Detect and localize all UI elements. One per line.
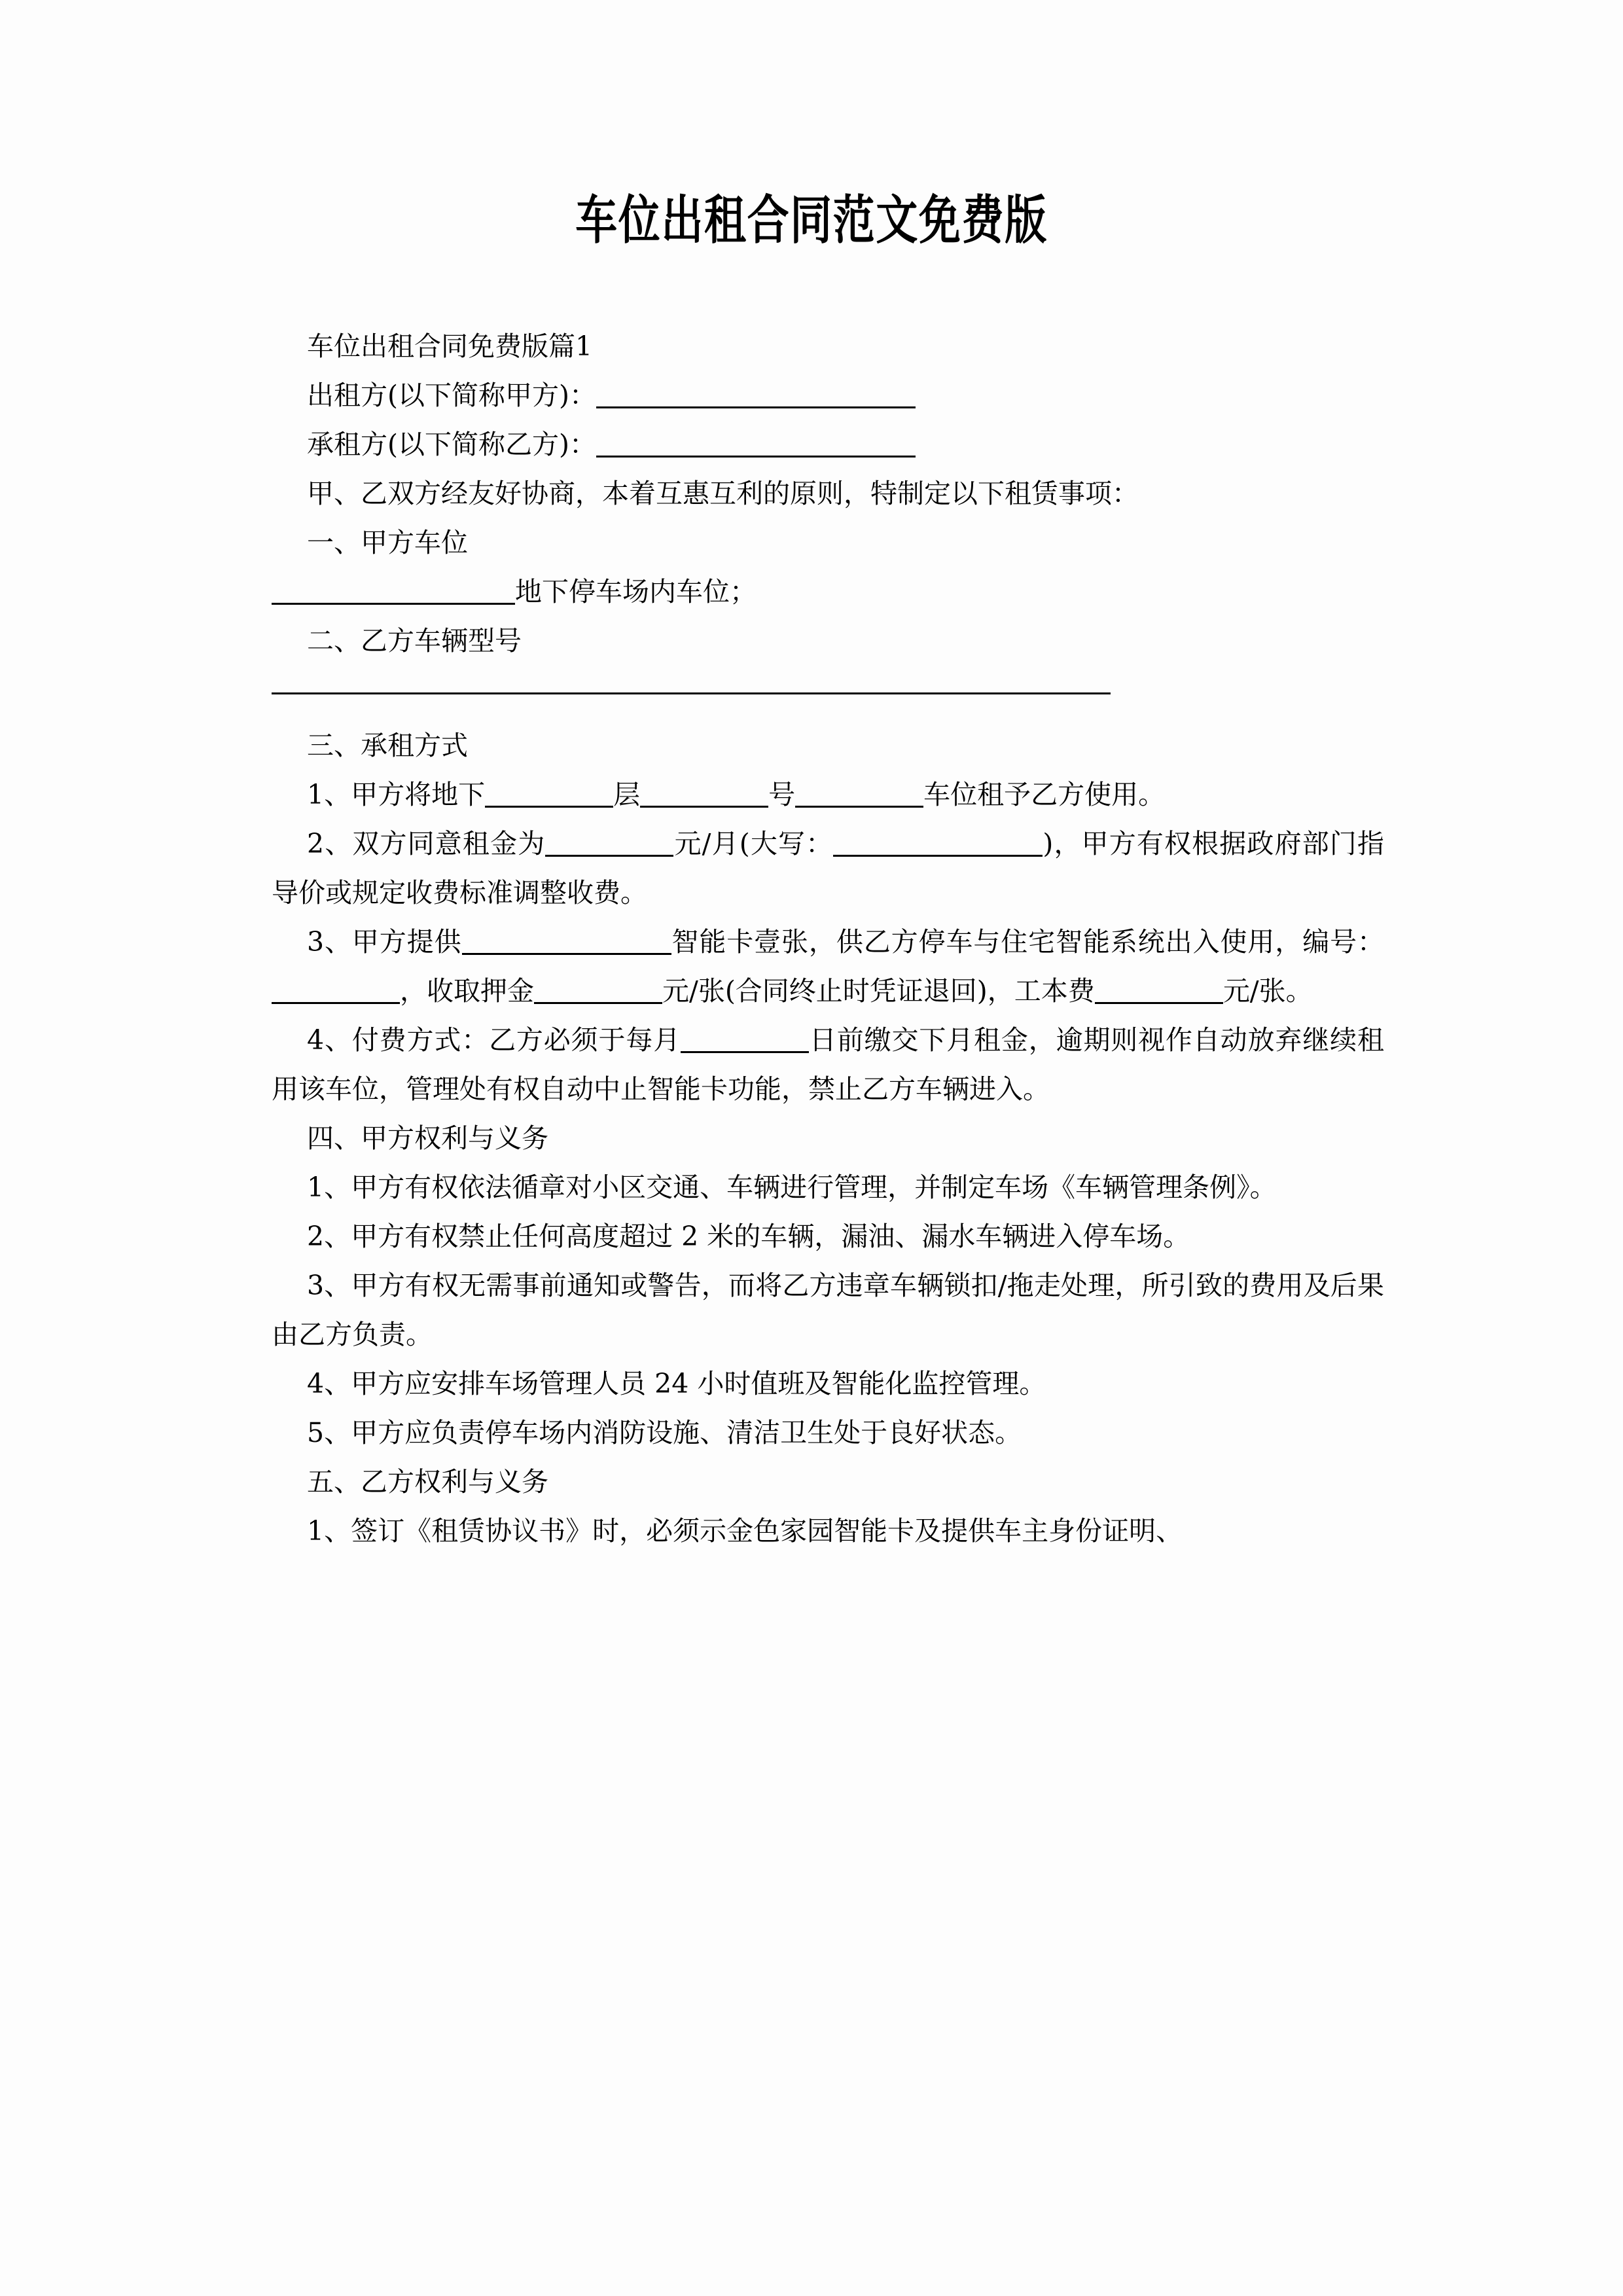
smartcard-name-blank[interactable] <box>462 931 671 955</box>
clause-3-3-part-a: 3、甲方提供 <box>307 926 462 958</box>
clause-3-3-part-d: 元/张(合同终止时凭证退回)，工本费 <box>662 975 1095 1007</box>
section-3-heading <box>272 721 1384 770</box>
page-title: 车位出租合同范文免费版 <box>575 190 1048 251</box>
space-id-blank[interactable] <box>795 783 923 808</box>
section-4-title: 甲方权利与义务 <box>361 1122 548 1154</box>
clause-3-4 <box>272 1016 1384 1114</box>
clause-3-1-part-b: 层 <box>613 779 641 810</box>
space-number-blank[interactable] <box>640 783 768 808</box>
payment-day-blank[interactable] <box>681 1029 809 1053</box>
lessor-input-blank[interactable] <box>596 384 916 408</box>
clause-3-2 <box>272 819 1384 918</box>
clause-4-2: 2、甲方有权禁止任何高度超过 2 米的车辆，漏油、漏水车辆进入停车场。 <box>307 1221 1190 1252</box>
clause-4-3: 3、甲方有权无需事前通知或警告，而将乙方违章车辆锁扣/拖走处理，所引致的费用及后果由乙方负责。 <box>272 1270 1384 1350</box>
section-4-heading <box>272 1114 1384 1163</box>
clause-3-2-part-a: 2、双方同意租金为 <box>307 828 546 859</box>
section-1-heading <box>272 518 1384 567</box>
clause-3-1 <box>272 770 1384 819</box>
lessee-input-blank[interactable] <box>596 433 916 457</box>
clause-4-4: 4、甲方应安排车场管理人员 24 小时值班及智能化监控管理。 <box>307 1368 1046 1399</box>
clause-4-5: 5、甲方应负责停车场内消防设施、清洁卫生处于良好状态。 <box>307 1417 1022 1448</box>
section-5-title: 乙方权利与义务 <box>361 1466 548 1498</box>
section-1-title: 甲方车位 <box>361 527 468 558</box>
clause-3-4-part-b: 日前缴交下月租金，逾期则视作自动放弃继续租用该车位，管理处有权自动中止智能卡功能，禁止乙方车辆进入。 <box>272 1024 1384 1105</box>
field-lessor <box>272 371 1384 420</box>
section-5-number: 五、 <box>307 1466 361 1498</box>
clause-3-3 <box>272 918 1384 1016</box>
parking-location-blank[interactable] <box>272 581 515 605</box>
clause-3-2-part-b: 元/月(大写： <box>673 828 834 859</box>
rent-amount-words-blank[interactable] <box>833 833 1043 857</box>
section-1-number: 一、 <box>307 527 361 558</box>
deposit-amount-blank[interactable] <box>534 980 662 1004</box>
section-3-title: 承租方式 <box>361 730 468 761</box>
card-cost-blank[interactable] <box>1095 980 1223 1004</box>
clause-4-1: 1、甲方有权依法循章对小区交通、车辆进行管理，并制定车场《车辆管理条例》。 <box>307 1172 1277 1203</box>
section-2-number: 二、 <box>307 625 361 656</box>
section-2-heading <box>272 617 1384 666</box>
lessee-label: 承租方(以下简称乙方)： <box>307 429 596 460</box>
floor-blank[interactable] <box>485 783 613 808</box>
clause-3-1-part-c: 号 <box>768 779 796 810</box>
section-3-number: 三、 <box>307 730 361 761</box>
section-4-number: 四、 <box>307 1122 361 1154</box>
article-heading-text: 车位出租合同免费版篇1 <box>307 331 593 362</box>
vehicle-model-blank[interactable] <box>272 692 1111 694</box>
clause-3-4-part-a: 4、付费方式：乙方必须于每月 <box>307 1024 681 1056</box>
clause-3-3-part-e: 元/张。 <box>1222 975 1313 1007</box>
clause-3-3-part-c: ，收取押金 <box>400 975 534 1007</box>
section-2-blank-line-wrapper <box>272 692 1384 694</box>
clause-3-1-part-a: 1、甲方将地下 <box>307 779 486 810</box>
clause-5-1: 1、签订《租赁协议书》时，必须示金色家园智能卡及提供车主身份证明、 <box>307 1515 1183 1547</box>
clause-3-2-part-c: )，甲方有权根据政府部门指导价或规定收费标准调整收费。 <box>272 828 1385 908</box>
lessor-label: 出租方(以下简称甲方)： <box>307 380 596 411</box>
clause-3-3-part-b: 智能卡壹张，供乙方停车与住宅智能系统出入使用，编号： <box>671 926 1384 958</box>
section-1-line-1-text: 地下停车场内车位； <box>515 576 757 607</box>
section-2-title: 乙方车辆型号 <box>361 625 522 656</box>
preamble-text: 甲、乙双方经友好协商，本着互惠互利的原则，特制定以下租赁事项： <box>307 478 1139 509</box>
document-body <box>272 322 1384 1556</box>
field-lessee <box>272 420 1384 469</box>
smartcard-number-blank[interactable] <box>272 980 400 1004</box>
section-5-heading <box>272 1458 1384 1507</box>
rent-amount-blank[interactable] <box>545 833 673 857</box>
preamble-paragraph <box>272 469 1384 518</box>
section-1-line-1 <box>272 567 1384 617</box>
clause-3-1-part-d: 车位租予乙方使用。 <box>923 779 1166 810</box>
section-heading-article <box>272 322 1384 371</box>
